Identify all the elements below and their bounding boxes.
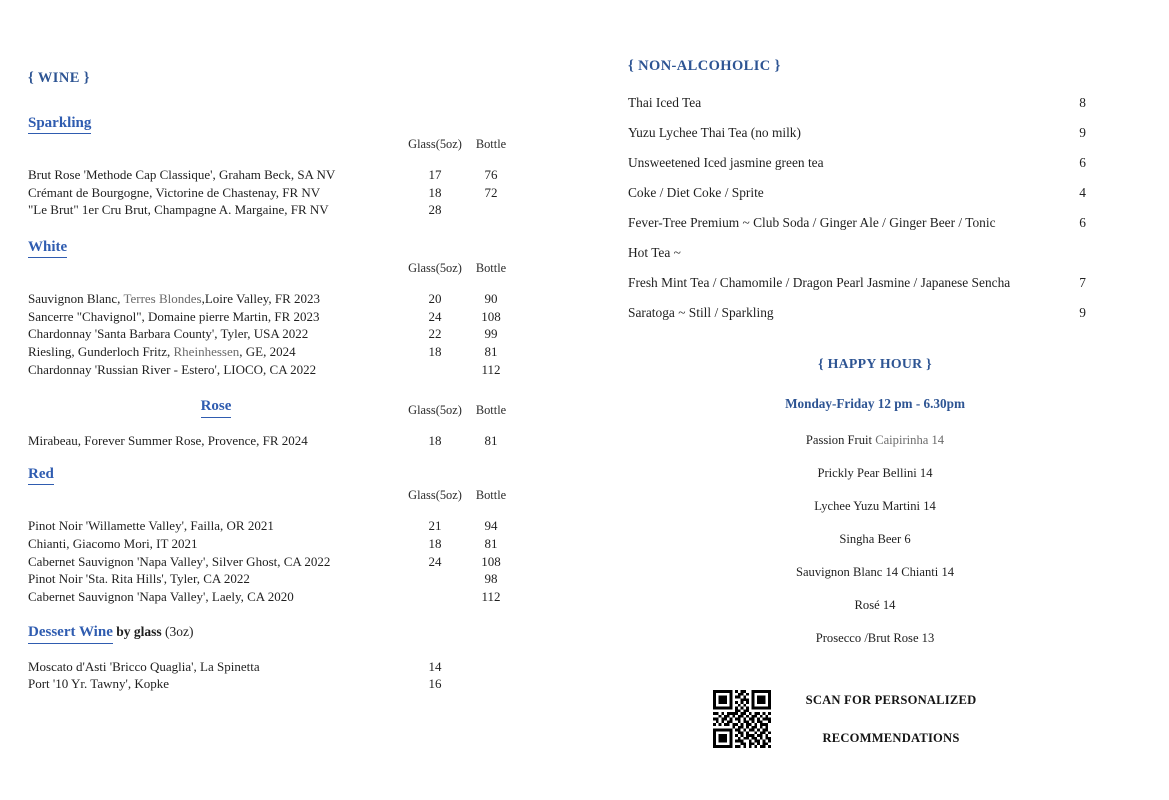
- happy-hour-item: [628, 424, 1122, 457]
- glass-price: 18: [428, 344, 442, 360]
- bottle-price: 99: [484, 326, 498, 342]
- wine-item-post: ,Loire Valley, FR 2023: [201, 291, 321, 307]
- happy-hour-section: [628, 356, 1122, 655]
- wine-item-row: [28, 343, 516, 361]
- bottle-column-header: Bottle: [475, 137, 507, 152]
- happy-hour-item: [628, 556, 1122, 589]
- drink-price: 6: [1079, 215, 1086, 230]
- wine-column: [28, 62, 516, 693]
- section-sparkling: [28, 114, 516, 219]
- glass-price: 21: [428, 518, 442, 534]
- happy-hour-title: { HAPPY HOUR }: [818, 356, 932, 371]
- wine-item-name: [28, 588, 404, 606]
- qr-section: [713, 690, 987, 748]
- wine-item-name: [28, 308, 404, 326]
- wine-item-row: [28, 201, 516, 219]
- drink-price: 4: [1079, 185, 1086, 200]
- non-alcoholic-title: { NON-ALCOHOLIC }: [628, 58, 781, 74]
- wine-item-row: [28, 361, 516, 379]
- glass-price: 18: [428, 432, 442, 448]
- price-header: [28, 261, 516, 276]
- wine-item-pre: Chardonnay 'Santa Barbara County', Tyler, USA 2022: [28, 326, 309, 342]
- bottle-price: 76: [484, 167, 498, 183]
- wine-item-row: [28, 658, 516, 676]
- section-dessert-wine: [28, 624, 516, 692]
- wine-item-pre: Sauvignon Blanc,: [28, 291, 124, 307]
- wine-item-gray: Terres Blondes: [123, 291, 202, 307]
- non-alcoholic-row: [628, 268, 1086, 298]
- wine-item-row: [28, 184, 516, 202]
- happy-hour-item: [628, 589, 1122, 622]
- wine-item-gray: Rheinhessen: [173, 344, 240, 360]
- bottle-column-header: Bottle: [475, 402, 507, 417]
- happy-hour-item-gray: Caipirinha 14: [875, 433, 945, 447]
- bottle-price: 112: [481, 361, 501, 377]
- section-heading-white: White: [28, 239, 67, 258]
- dessert-by-glass-label: by glass: [112, 624, 166, 640]
- wine-item-name: [28, 570, 404, 588]
- section-heading-rose: Rose: [201, 398, 232, 417]
- happy-hour-item-text: Sauvignon Blanc 14 Chianti 14: [795, 565, 955, 579]
- wine-item-pre: Crémant de Bourgogne, Victorine de Chastenay, FR NV: [28, 184, 321, 200]
- wine-item-pre: Cabernet Sauvignon 'Napa Valley', Silver Ghost, CA 2022: [28, 553, 331, 569]
- happy-hour-item-text: Passion Fruit: [805, 433, 876, 447]
- drink-name: Yuzu Lychee Thai Tea (no milk): [628, 125, 801, 140]
- glass-price: 24: [428, 553, 442, 569]
- bottle-price: 81: [484, 432, 498, 448]
- bottle-price: 72: [484, 184, 498, 200]
- dessert-size-label: (3oz): [165, 624, 194, 640]
- drink-name: Saratoga ~ Still / Sparkling: [628, 305, 774, 320]
- wine-item-row: [28, 290, 516, 308]
- wine-item-row: [28, 588, 516, 606]
- non-alcoholic-column: [628, 58, 1086, 328]
- happy-hour-item-text: Prosecco /Brut Rose 13: [815, 631, 935, 645]
- glass-price: 20: [428, 291, 442, 307]
- wine-item-pre: Port '10 Yr. Tawny', Kopke: [28, 676, 169, 692]
- wine-item-name: [28, 535, 404, 553]
- glass-price: 17: [428, 167, 442, 183]
- glass-price: 14: [428, 658, 442, 674]
- wine-item-name: [28, 361, 404, 379]
- wine-item-pre: Brut Rose 'Methode Cap Classique', Graham Beck, SA NV: [28, 167, 336, 183]
- wine-item-pre: Sancerre "Chavignol", Domaine pierre Martin, FR 2023: [28, 308, 320, 324]
- price-header: [28, 137, 516, 152]
- non-alcoholic-row: [628, 208, 1086, 238]
- happy-hour-item-text: Rosé 14: [854, 598, 896, 612]
- drink-price: 6: [1079, 155, 1086, 170]
- wine-item-name: [28, 290, 404, 308]
- wine-item-name: [28, 658, 404, 676]
- wine-item-pre: Chianti, Giacomo Mori, IT 2021: [28, 535, 198, 551]
- wine-item-row: [28, 432, 516, 450]
- happy-hour-item-text: Singha Beer 6: [839, 532, 911, 546]
- non-alcoholic-row: [628, 178, 1086, 208]
- section-rose: [28, 398, 516, 449]
- drink-price: 9: [1079, 305, 1086, 320]
- bottle-price: 98: [484, 571, 498, 587]
- wine-item-name: [28, 343, 404, 361]
- qr-code-icon: [713, 690, 771, 748]
- bottle-price: 81: [484, 535, 498, 551]
- wine-item-name: [28, 325, 404, 343]
- bottle-column-header: Bottle: [475, 488, 507, 503]
- wine-item-pre: Mirabeau, Forever Summer Rose, Provence, FR 2024: [28, 432, 308, 448]
- wine-item-row: [28, 308, 516, 326]
- bottle-price: 90: [484, 291, 498, 307]
- wine-item-name: [28, 517, 404, 535]
- bottle-price: 81: [484, 344, 498, 360]
- drink-price: 8: [1079, 95, 1086, 110]
- bottle-price: 108: [481, 308, 501, 324]
- glass-price: 22: [428, 326, 442, 342]
- wine-item-row: [28, 570, 516, 588]
- wine-item-pre: "Le Brut" 1er Cru Brut, Champagne A. Margaine, FR NV: [28, 202, 329, 218]
- wine-item-pre: Pinot Noir 'Willamette Valley', Failla, OR 2021: [28, 518, 274, 534]
- wine-item-name: [28, 432, 404, 450]
- wine-item-pre: Moscato d'Asti 'Bricco Quaglia', La Spinetta: [28, 658, 260, 674]
- non-alcoholic-row: [628, 148, 1086, 178]
- section-white: [28, 238, 516, 378]
- wine-item-post: , GE, 2024: [239, 344, 296, 360]
- happy-hour-item: [628, 490, 1122, 523]
- wine-item-row: [28, 517, 516, 535]
- happy-hour-item-text: Lychee Yuzu Martini 14: [814, 499, 936, 513]
- wine-item-name: [28, 184, 404, 202]
- drink-name: Thai Iced Tea: [628, 95, 702, 110]
- drink-name: Fever-Tree Premium ~ Club Soda / Ginger Ale / Ginger Beer / Tonic: [628, 215, 996, 230]
- glass-column-header: Glass(5oz): [408, 488, 462, 503]
- wine-item-name: [28, 201, 404, 219]
- happy-hour-schedule: Monday-Friday 12 pm - 6.30pm: [785, 396, 965, 411]
- happy-hour-item: [628, 622, 1122, 655]
- wine-title: { WINE }: [28, 70, 90, 86]
- price-header: [28, 488, 516, 503]
- wine-item-pre: Pinot Noir 'Sta. Rita Hills', Tyler, CA 2022: [28, 571, 250, 587]
- non-alcoholic-row: [628, 238, 1086, 268]
- drink-name: Coke / Diet Coke / Sprite: [628, 185, 764, 200]
- drink-name: Unsweetened Iced jasmine green tea: [628, 155, 824, 170]
- glass-price: 16: [428, 676, 442, 692]
- wine-item-name: [28, 553, 404, 571]
- rose-heading-row: [28, 398, 516, 417]
- happy-hour-item-text: Prickly Pear Bellini 14: [817, 466, 933, 480]
- wine-item-row: [28, 553, 516, 571]
- section-heading-red: Red: [28, 466, 54, 485]
- dessert-heading-line: [28, 624, 516, 643]
- glass-price: 18: [428, 184, 442, 200]
- scan-caption-line1: SCAN FOR PERSONALIZED: [805, 692, 977, 707]
- non-alcoholic-row: [628, 88, 1086, 118]
- drink-name: Fresh Mint Tea / Chamomile / Dragon Pearl Jasmine / Japanese Sencha: [628, 275, 1011, 290]
- wine-item-name: [28, 166, 404, 184]
- bottle-column-header: Bottle: [475, 261, 507, 276]
- non-alcoholic-row: [628, 118, 1086, 148]
- scan-caption: [795, 693, 987, 746]
- glass-price: 28: [428, 202, 442, 218]
- glass-column-header: Glass(5oz): [408, 402, 462, 417]
- non-alcoholic-row: [628, 298, 1086, 328]
- scan-caption-line2: RECOMMENDATIONS: [822, 730, 960, 745]
- section-heading-sparkling: Sparkling: [28, 115, 91, 134]
- glass-column-header: Glass(5oz): [408, 261, 462, 276]
- glass-column-header: Glass(5oz): [408, 137, 462, 152]
- glass-price: 24: [428, 308, 442, 324]
- wine-item-name: [28, 675, 404, 693]
- drink-name: Hot Tea ~: [628, 245, 681, 260]
- drink-price: 9: [1079, 125, 1086, 140]
- wine-item-row: [28, 675, 516, 693]
- wine-item-pre: Cabernet Sauvignon 'Napa Valley', Laely, CA 2020: [28, 588, 294, 604]
- wine-item-row: [28, 535, 516, 553]
- wine-item-row: [28, 166, 516, 184]
- wine-item-pre: Riesling, Gunderloch Fritz,: [28, 344, 174, 360]
- glass-price: 18: [428, 535, 442, 551]
- wine-item-row: [28, 325, 516, 343]
- happy-hour-item: [628, 523, 1122, 556]
- bottle-price: 108: [481, 553, 501, 569]
- drink-price: 7: [1079, 275, 1086, 290]
- section-red: [28, 465, 516, 605]
- bottle-price: 94: [484, 518, 498, 534]
- bottle-price: 112: [481, 588, 501, 604]
- wine-item-pre: Chardonnay 'Russian River - Estero', LIOCO, CA 2022: [28, 361, 317, 377]
- happy-hour-item: [628, 457, 1122, 490]
- section-heading-dessert-wine: Dessert Wine: [28, 624, 113, 643]
